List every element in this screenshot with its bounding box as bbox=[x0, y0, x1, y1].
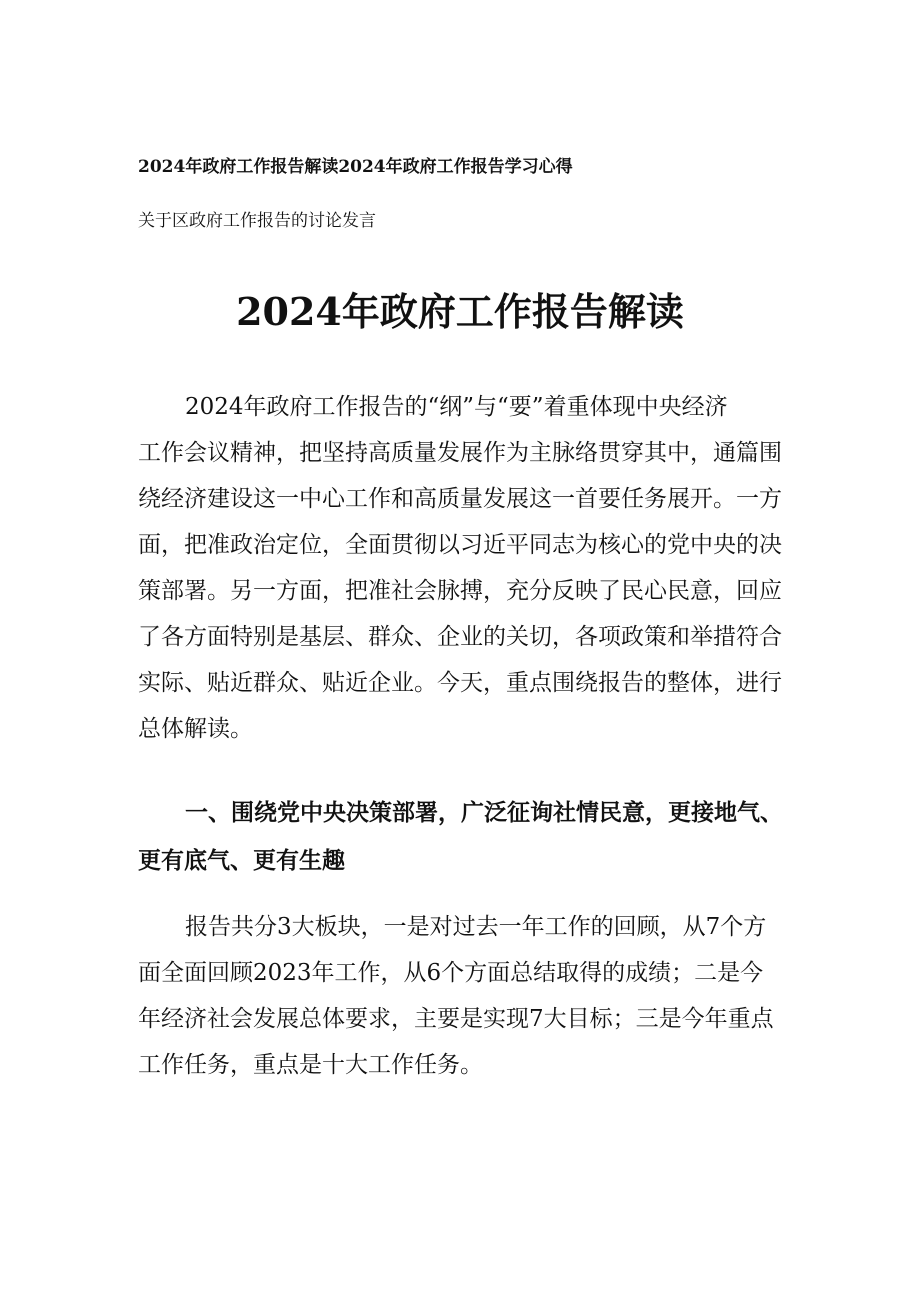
section-heading bbox=[138, 789, 788, 885]
paragraph-line: 策部署。另一方面，把准社会脉搏，充分反映了民心民意，回应 bbox=[138, 578, 782, 604]
paragraph-line: 面，把准政治定位，全面贯彻以习近平同志为核心的党中央的决 bbox=[138, 532, 782, 558]
paragraph-line: 工作任务，重点是十大工作任务。 bbox=[138, 1052, 483, 1078]
intro-paragraph bbox=[138, 384, 788, 752]
paragraph-line: 2024年政府工作报告的“纲”与“要”着重体现中央经济 bbox=[185, 394, 728, 420]
header-title-line: 2024年政府工作报告解读2024年政府工作报告学习心得 bbox=[138, 157, 573, 177]
paragraph-line: 绕经济建设这一中心工作和高质量发展这一首要任务展开。一方 bbox=[138, 486, 782, 512]
paragraph-line: 总体解读。 bbox=[138, 716, 253, 742]
section-paragraph bbox=[138, 904, 788, 1088]
document-title: 2024年政府工作报告解读 bbox=[236, 289, 684, 334]
paragraph-line: 了各方面特别是基层、群众、企业的关切，各项政策和举措符合 bbox=[138, 624, 782, 650]
paragraph-line: 年经济社会发展总体要求，主要是实现7大目标；三是今年重点 bbox=[138, 1006, 774, 1032]
paragraph-line: 实际、贴近群众、贴近企业。今天，重点围绕报告的整体，进行 bbox=[138, 670, 782, 696]
paragraph-line: 工作会议精神，把坚持高质量发展作为主脉络贯穿其中，通篇围 bbox=[138, 440, 782, 466]
section-heading-line: 更有底气、更有生趣 bbox=[138, 847, 345, 874]
paragraph-line: 面全面回顾2023年工作，从6个方面总结取得的成绩；二是今 bbox=[138, 960, 764, 986]
header-subtitle-line: 关于区政府工作报告的讨论发言 bbox=[138, 211, 376, 231]
section-heading-line: 一、围绕党中央决策部署，广泛征询社情民意，更接地气、 bbox=[185, 799, 783, 826]
paragraph-line: 报告共分3大板块，一是对过去一年工作的回顾，从7个方 bbox=[185, 914, 767, 940]
